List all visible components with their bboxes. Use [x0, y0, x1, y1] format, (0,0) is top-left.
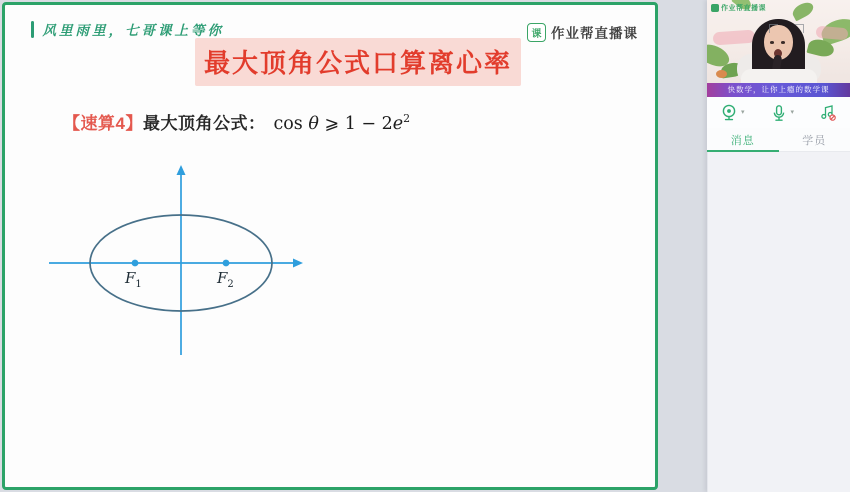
- brand-label: 作业帮直播课: [551, 26, 638, 41]
- teacher-shoulders: [741, 69, 817, 83]
- sound-effect-button[interactable]: [818, 103, 838, 123]
- slide-title: 最大顶角公式口算离心率: [195, 38, 521, 86]
- chevron-down-icon[interactable]: ▾: [790, 109, 795, 116]
- whiteboard: [2, 2, 658, 490]
- focus2-sub: 2: [227, 279, 234, 290]
- orange-decoration: [716, 70, 727, 78]
- pink-decoration: [713, 30, 756, 46]
- focus2-dot: [223, 260, 230, 267]
- focus1-sub: 1: [135, 279, 142, 290]
- video-watermark: [711, 3, 766, 13]
- formula-line: [63, 109, 410, 134]
- math-fn: cos: [273, 114, 309, 134]
- tab-messages[interactable]: 消息: [707, 128, 779, 151]
- teacher-slogan-banner: 快数学，让你上瘾的数学课: [707, 83, 850, 97]
- formula-tag: 【速算4】: [63, 114, 143, 133]
- formula-label: 最大顶角公式：: [142, 114, 266, 133]
- x-axis-arrow: [293, 259, 303, 268]
- focus2-letter: F: [217, 269, 228, 287]
- math-sup: 2: [403, 112, 411, 126]
- focus1-letter: F: [125, 269, 136, 287]
- sidebar: [707, 0, 850, 492]
- focus2-label: [217, 269, 234, 290]
- math-base: e: [392, 114, 404, 134]
- webcam-icon: [719, 103, 739, 123]
- focus-bracket-icon: [795, 24, 804, 33]
- focus1-dot: [132, 260, 139, 267]
- sidebar-tabs: [707, 128, 850, 152]
- brand-logo: [527, 22, 638, 42]
- pink-decoration: [816, 26, 849, 41]
- focus1-label: [125, 269, 142, 290]
- watermark-text: 作业帮直播课: [721, 5, 766, 12]
- camera-button[interactable]: [719, 103, 745, 123]
- ellipse-diagram: [41, 161, 313, 363]
- teacher-eye: [781, 41, 785, 44]
- slogan-bar: [31, 21, 34, 38]
- music-note-icon: [818, 103, 838, 123]
- math-mid: ⩾ 1 − 2: [318, 114, 393, 134]
- teacher-eye: [770, 41, 774, 44]
- math-var: θ: [308, 114, 319, 134]
- slogan-text: 风里雨里，七哥课上等你: [42, 23, 224, 38]
- leaf-decoration: [790, 0, 816, 21]
- chat-message-panel[interactable]: [707, 152, 850, 492]
- handwriting-slogan: [31, 19, 224, 39]
- microphone-icon: [769, 103, 789, 123]
- focus-bracket-icon: [769, 24, 778, 33]
- av-controls: [707, 97, 850, 128]
- ellipse-diagram-svg: [41, 161, 313, 363]
- tab-students[interactable]: 学员: [802, 134, 827, 147]
- formula-math: [273, 112, 410, 134]
- teacher-video[interactable]: [707, 0, 850, 83]
- brand-badge-icon: 课: [527, 23, 546, 42]
- y-axis-arrow: [177, 165, 186, 175]
- watermark-badge-icon: [711, 4, 719, 12]
- chevron-down-icon[interactable]: ▾: [741, 109, 745, 116]
- microphone-button[interactable]: [769, 103, 795, 123]
